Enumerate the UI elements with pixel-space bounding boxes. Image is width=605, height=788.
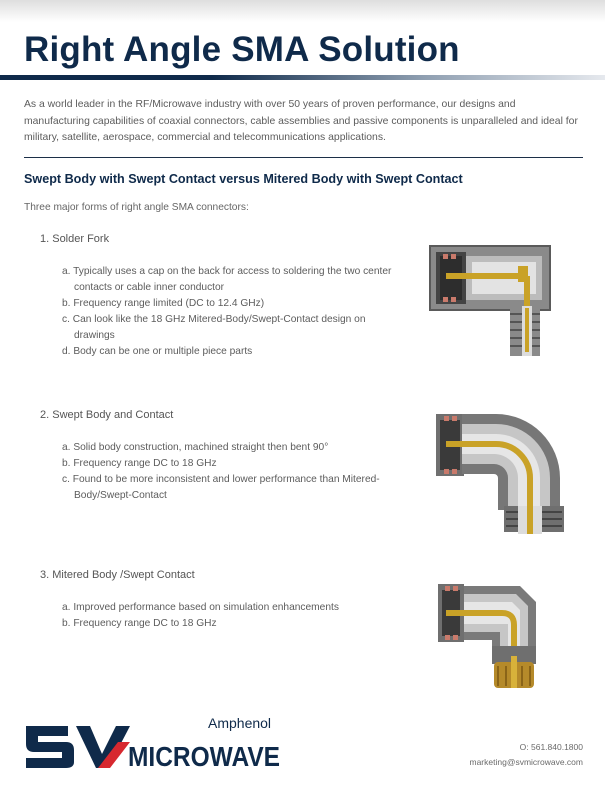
section-divider xyxy=(24,157,583,158)
section-heading: Swept Body with Swept Contact versus Mitered Body with Swept Contact xyxy=(24,172,463,186)
contact-email[interactable]: marketing@svmicrowave.com xyxy=(469,757,583,767)
item-swept-body-contact: 2. Swept Body and Contact xyxy=(40,409,174,421)
list-item: a. Typically uses a cap on the back for access to soldering the two center contacts or cable inner conductor xyxy=(62,266,392,293)
swept-body-connector-image xyxy=(434,406,566,538)
list-item: d. Body can be one or multiple piece parts xyxy=(62,346,253,357)
solder-fork-connector-image xyxy=(428,242,552,360)
list-item: a. Solid body construction, machined straight then bent 90° xyxy=(62,442,329,453)
list-item: a. Improved performance based on simulation enhancements xyxy=(62,602,339,613)
item-swept-body-points xyxy=(62,440,402,504)
section-lead: Three major forms of right angle SMA connectors: xyxy=(24,202,249,213)
logo-brand-text: Amphenol xyxy=(208,715,272,731)
item-solder-fork: 1. Solder Fork xyxy=(40,233,110,245)
contact-block xyxy=(470,740,584,770)
list-item: b. Frequency range DC to 18 GHz xyxy=(62,458,217,469)
contact-phone: O: 561.840.1800 xyxy=(519,742,583,752)
title-underline-bar xyxy=(0,75,605,80)
item-solder-fork-points xyxy=(62,264,402,360)
mitered-body-connector-image xyxy=(436,580,540,692)
sv-microwave-logo xyxy=(24,712,286,770)
item-mitered-body-points xyxy=(62,600,402,632)
list-item: c. Can look like the 18 GHz Mitered-Body/Swept-Contact design on drawings xyxy=(62,314,366,341)
list-item: c. Found to be more inconsistent and lower performance than Mitered-Body/Swept-Contact xyxy=(62,474,380,501)
list-item: b. Frequency range DC to 18 GHz xyxy=(62,618,217,629)
logo-word-text: MICROWAVE xyxy=(128,741,280,770)
item-mitered-body: 3. Mitered Body /Swept Contact xyxy=(40,569,195,581)
list-item: b. Frequency range limited (DC to 12.4 GHz) xyxy=(62,298,265,309)
top-fade-band xyxy=(0,0,605,22)
intro-paragraph: As a world leader in the RF/Microwave industry with over 50 years of proven performance, our designs and manufacturing capabilities of coaxial connectors, cable assemblies and passive components is unparalleled and ideal for military, satellite, aerospace, commercial and telecommunications applications. xyxy=(24,99,578,143)
page-title: Right Angle SMA Solution xyxy=(24,30,460,69)
